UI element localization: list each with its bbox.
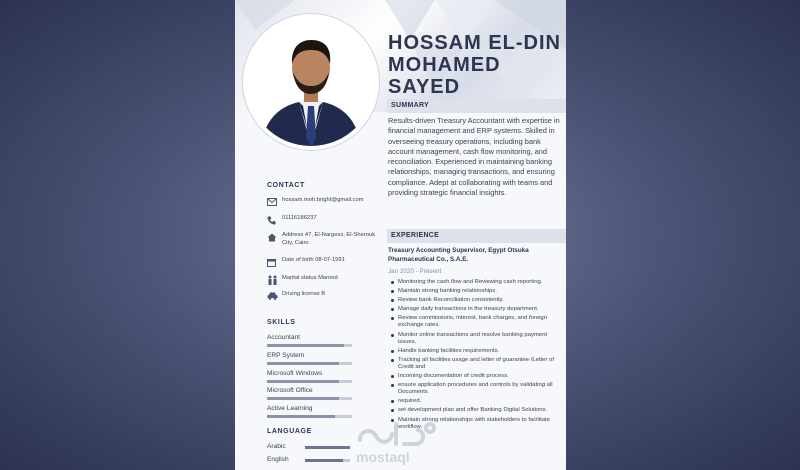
skill-label: Microsoft Office [267, 387, 313, 394]
summary-text: Results-driven Treasury Accountant with expertise in financial management and ERP systems. Skilled in overseeing treasury operations, including bank account management, cash flow monitoring, and reconciliation. Experienced in maintaining banking relationships, managing transactions, and ensuring compliance. Adept at collaborating with teams and providing strategic financial insights. [388, 116, 560, 198]
contact-address-row [267, 232, 382, 247]
calendar-icon [267, 257, 279, 267]
language-bar-fill [305, 459, 343, 462]
skill-label: Accountant [267, 334, 300, 341]
language-label: Arabic [267, 443, 286, 450]
skill-bar [267, 362, 352, 365]
watermark-text: mostaql [356, 449, 410, 465]
envelope-icon [267, 197, 279, 207]
skill-bar [267, 397, 352, 400]
candidate-name [388, 32, 563, 98]
skill-label: Active Learning [267, 405, 313, 412]
experience-bullet: Monitor online transactions and resolve banking payment issues. [388, 332, 563, 346]
language-bar-fill [305, 446, 350, 449]
name-line-2: MOHAMED [388, 54, 501, 76]
phone-icon [267, 215, 279, 225]
skill-bar-fill [267, 344, 344, 347]
contact-email-row[interactable] [267, 197, 382, 207]
contact-address: Address 47, El-Nargess, El-Sherouk City, Cairo [282, 232, 376, 246]
contact-marital: Marital status Married [282, 275, 338, 281]
language-bar [305, 459, 350, 462]
experience-bullet: Review bank Reconciliation consistently. [388, 297, 563, 304]
experience-bullets [388, 279, 563, 433]
experience-bullet: Maintain strong banking relationships. [388, 288, 563, 295]
contact-email: hossam.moh.bright@gmail.com [282, 197, 364, 203]
experience-bullet: Review commissions, interest, bank charges, and foreign exchange rates. [388, 315, 563, 329]
skill-bar [267, 380, 352, 383]
contact-phone: 01116186237 [282, 215, 317, 221]
experience-bullet: Manage daily transactions in the treasury department. [388, 306, 563, 313]
couple-icon [267, 275, 279, 285]
home-icon [267, 232, 279, 242]
contact-heading: CONTACT [267, 182, 305, 189]
job-date: Jan 2020 - Present [388, 268, 442, 275]
person-photo-icon [247, 18, 375, 146]
name-line-1: HOSSAM EL-DIN [388, 32, 561, 54]
skill-bar-fill [267, 362, 339, 365]
skill-bar-fill [267, 415, 335, 418]
language-label: English [267, 456, 289, 463]
skills-heading: SKILLS [267, 319, 296, 326]
skill-bar [267, 344, 352, 347]
contact-license: Driving license B [282, 291, 326, 297]
skill-bar-fill [267, 380, 339, 383]
experience-bullet: Incoming documentation of credit process. [388, 373, 563, 380]
job-title: Treasury Accounting Supervisor, Egypt Otsuka Pharmaceutical Co., S.A.E. [388, 247, 529, 263]
profile-photo [243, 14, 379, 150]
skill-label: ERP System [267, 352, 305, 359]
experience-bullet: set development plan and offer Banking Digital Solutions. [388, 407, 563, 414]
resume-page [235, 0, 566, 470]
contact-dob: Date of birth 08-07-1991 [282, 257, 345, 263]
experience-bullet: Monitoring the cash flow and Reviewing cash reporting. [388, 279, 563, 286]
contact-dob-row [267, 257, 382, 267]
experience-bullet: ensure application procedures and controls by validating all Documents [388, 382, 563, 396]
name-line-3: SAYED [388, 76, 461, 98]
skill-label: Microsoft Windows [267, 370, 323, 377]
experience-heading: EXPERIENCE [387, 229, 566, 243]
experience-bullet: Maintain strong relationships with stakeholders to facilitate workflow. [388, 417, 563, 431]
experience-bullet: Tracking all facilities usage and letter of guarantee /Letter of Credit and [388, 357, 563, 371]
language-bar [305, 446, 350, 449]
car-icon [267, 291, 279, 301]
experience-bullet: required. [388, 398, 563, 405]
skill-bar [267, 415, 352, 418]
experience-bullet: Handle banking facilities requirements. [388, 348, 563, 355]
summary-heading: SUMMARY [387, 99, 566, 113]
contact-phone-row[interactable] [267, 215, 382, 225]
contact-marital-row [267, 275, 382, 285]
skill-bar-fill [267, 397, 339, 400]
language-heading: LANGUAGE [267, 428, 312, 435]
contact-license-row [267, 291, 382, 301]
